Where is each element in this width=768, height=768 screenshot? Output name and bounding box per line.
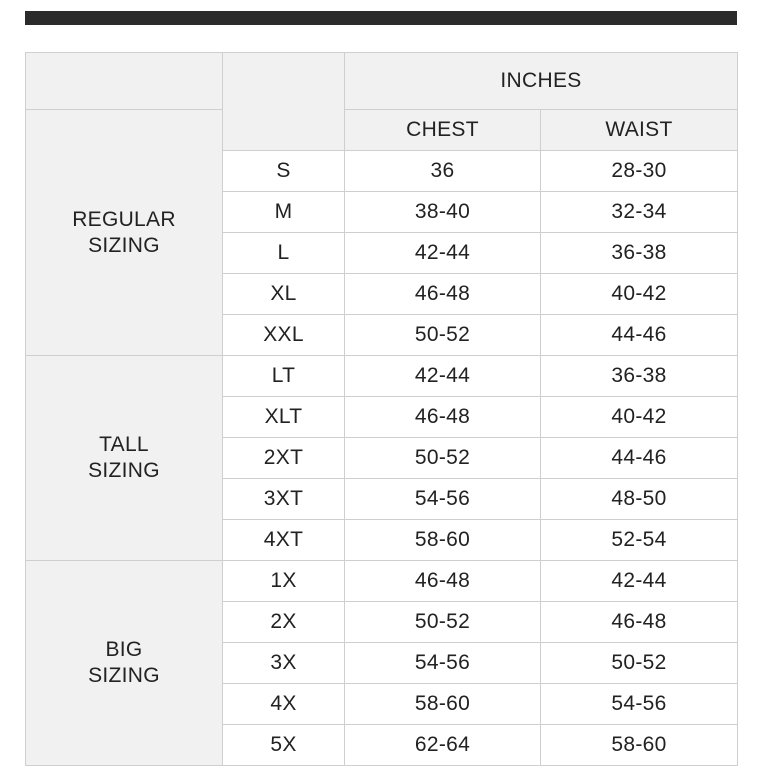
waist-cell: 42-44 — [541, 561, 738, 602]
chest-cell: 42-44 — [345, 356, 541, 397]
chest-cell: 54-56 — [345, 479, 541, 520]
units-header: INCHES — [345, 53, 738, 110]
waist-cell: 50-52 — [541, 643, 738, 684]
waist-cell: 40-42 — [541, 397, 738, 438]
waist-cell: 54-56 — [541, 684, 738, 725]
size-cell: XLT — [223, 397, 345, 438]
group-label-regular — [26, 110, 223, 356]
size-cell: 3X — [223, 643, 345, 684]
chest-cell: 62-64 — [345, 725, 541, 766]
size-cell: 4XT — [223, 520, 345, 561]
table-row — [26, 561, 738, 602]
size-cell: 1X — [223, 561, 345, 602]
size-cell: 2XT — [223, 438, 345, 479]
chest-cell: 58-60 — [345, 684, 541, 725]
chest-cell: 58-60 — [345, 520, 541, 561]
chest-cell: 54-56 — [345, 643, 541, 684]
table-row — [26, 356, 738, 397]
size-cell: 2X — [223, 602, 345, 643]
waist-cell: 44-46 — [541, 438, 738, 479]
chest-cell: 36 — [345, 151, 541, 192]
size-cell: XL — [223, 274, 345, 315]
size-cell: LT — [223, 356, 345, 397]
header-row-measurements — [26, 110, 738, 151]
waist-cell: 36-38 — [541, 233, 738, 274]
size-cell: S — [223, 151, 345, 192]
chest-cell: 50-52 — [345, 602, 541, 643]
chest-cell: 42-44 — [345, 233, 541, 274]
waist-cell: 46-48 — [541, 602, 738, 643]
waist-header: WAIST — [541, 110, 738, 151]
group-label-line1: REGULAR — [72, 207, 176, 231]
chest-cell: 46-48 — [345, 561, 541, 602]
chest-cell: 50-52 — [345, 315, 541, 356]
header-row-units — [26, 53, 738, 110]
group-label-big — [26, 561, 223, 766]
chest-cell: 46-48 — [345, 397, 541, 438]
size-chart-table — [25, 52, 738, 766]
group-label-line1: TALL — [99, 433, 149, 456]
size-cell: L — [223, 233, 345, 274]
size-cell: 3XT — [223, 479, 345, 520]
group-label-line2: SIZING — [88, 459, 160, 482]
chest-header: CHEST — [345, 110, 541, 151]
waist-cell: 44-46 — [541, 315, 738, 356]
group-label-line1: BIG — [105, 638, 143, 661]
group-label-line2: SIZING — [88, 233, 160, 257]
chest-cell: 38-40 — [345, 192, 541, 233]
size-cell: 4X — [223, 684, 345, 725]
chest-cell: 50-52 — [345, 438, 541, 479]
chest-cell: 46-48 — [345, 274, 541, 315]
group-label-tall — [26, 356, 223, 561]
waist-cell: 32-34 — [541, 192, 738, 233]
waist-cell: 36-38 — [541, 356, 738, 397]
size-cell: 5X — [223, 725, 345, 766]
waist-cell: 58-60 — [541, 725, 738, 766]
size-cell: XXL — [223, 315, 345, 356]
waist-cell: 52-54 — [541, 520, 738, 561]
header-empty-group-cell — [26, 53, 223, 110]
group-label-line2: SIZING — [88, 664, 160, 687]
size-cell: M — [223, 192, 345, 233]
header-empty-size-cell — [223, 53, 345, 151]
waist-cell: 40-42 — [541, 274, 738, 315]
waist-cell: 28-30 — [541, 151, 738, 192]
waist-cell: 48-50 — [541, 479, 738, 520]
top-header-bar — [25, 11, 737, 25]
